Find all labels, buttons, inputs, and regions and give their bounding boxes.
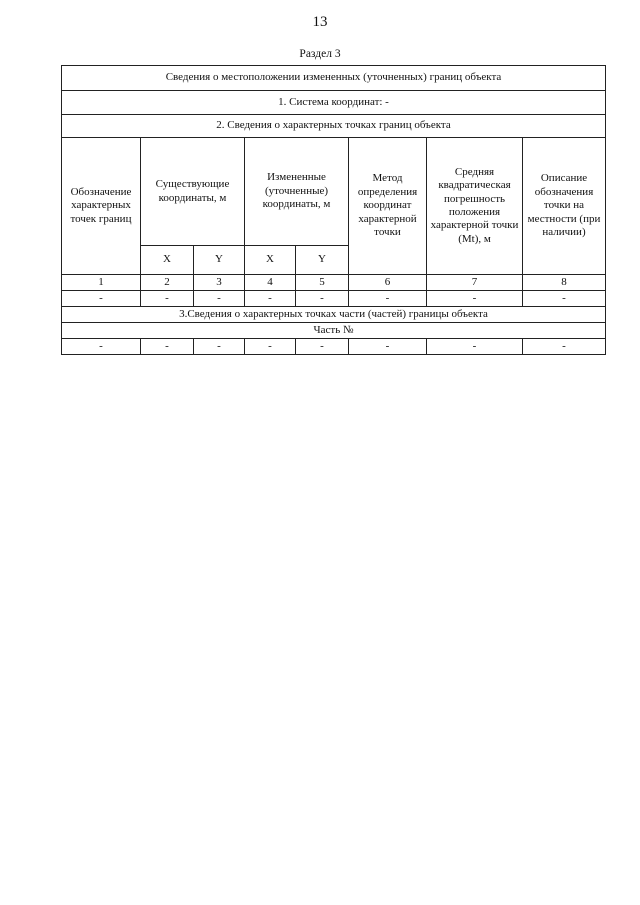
table-cell: - [62,339,141,355]
table-cell: - [349,291,427,307]
table-cell: - [141,291,194,307]
table-cell: - [245,291,296,307]
table-cell: - [349,339,427,355]
header-description: Описание обозначения точки на местности (при наличии) [523,138,606,275]
column-number: 3 [194,275,245,291]
part-label: Часть № [62,323,606,339]
header-existing-coords: Существующие координаты, м [141,138,245,246]
parts-section-title: 3.Сведения о характерных точках части (частей) границы объекта [62,307,606,323]
table-cell: - [427,339,523,355]
table-cell: - [296,339,349,355]
table-title: Сведения о местоположении измененных (уточненных) границ объекта [62,66,606,91]
points-section-title: 2. Сведения о характерных точках границ объекта [62,115,606,138]
subheader-x-changed: X [245,246,296,275]
section-title: Раздел 3 [299,48,341,60]
table-cell: - [427,291,523,307]
table-cell: - [245,339,296,355]
column-number: 8 [523,275,606,291]
table-cell: - [194,339,245,355]
column-number: 2 [141,275,194,291]
subheader-y-changed: Y [296,246,349,275]
column-number: 6 [349,275,427,291]
table-cell: - [523,339,606,355]
page-number: 13 [312,14,328,30]
coord-system: 1. Система координат: - [62,91,606,115]
table-cell: - [141,339,194,355]
column-number: 5 [296,275,349,291]
subheader-y-existing: Y [194,246,245,275]
boundary-points-table [61,65,606,355]
header-designation: Обозначение характерных точек границ [62,138,141,275]
column-number: 7 [427,275,523,291]
table-cell: - [62,291,141,307]
header-accuracy: Средняя квадратическая погрешность положения характерной точки (Mt), м [427,138,523,275]
subheader-x-existing: X [141,246,194,275]
table-cell: - [296,291,349,307]
table-cell: - [194,291,245,307]
column-number: 4 [245,275,296,291]
column-number: 1 [62,275,141,291]
table-cell: - [523,291,606,307]
header-changed-coords: Измененные (уточненные) координаты, м [245,138,349,246]
header-method: Метод определения координат характерной точки [349,138,427,275]
